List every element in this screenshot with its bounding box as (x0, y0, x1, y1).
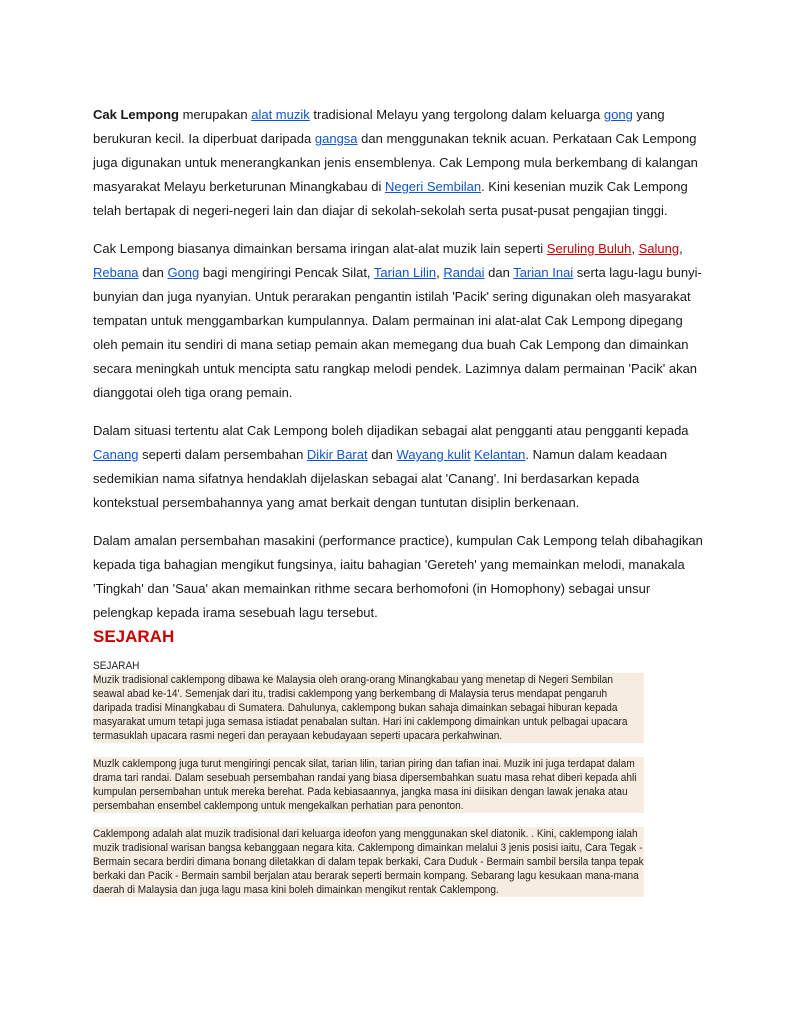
text: dan (484, 265, 514, 280)
text: , (679, 241, 683, 256)
text: dan (367, 447, 397, 462)
section-heading: SEJARAH (93, 627, 175, 646)
link-seruling-buluh[interactable]: Seruling Buluh (546, 241, 632, 256)
link-rebana[interactable]: Rebana (93, 265, 139, 280)
link-tarian-inai[interactable]: Tarian Inai (513, 265, 574, 280)
text: . Namun dalam keadaan sedemikian nama sifatnya hendaklah dijelaskan sebagai alat 'Canang'. Ini berdasarkan kepada kontekstual persembahannya yang amat berkait dengan tuntutan disiplin berkenaan. (93, 447, 668, 510)
history-paragraph-2: Muzlk caklempong juga turut mengiringi pencak silat, tarian lilin, tarian piring dan tafian inai. Muzik ini juga terdapat dalam drama tari randai. Dalam sesebuah persembahan randai yang biasa dipersembahkan suatu masa rehat diberi kepada ahli kumpulan persembahan untuk mereka berehat. Pada kebiasaannya, jangka masa ini diisikan dengan lawak jenaka atau persembahan ensembel caklempong untuk mengekalkan perhatian para penonton. (93, 757, 644, 813)
link-alat-muzik[interactable]: alat muzik (251, 107, 310, 122)
link-canang[interactable]: Canang (93, 447, 139, 462)
link-dikir-barat[interactable]: Dikir Barat (306, 447, 368, 462)
link-gong-2[interactable]: Gong (167, 265, 200, 280)
text: yang berukuran kecil. Ia diperbuat daripada (93, 107, 665, 146)
link-gong[interactable]: gong (603, 107, 633, 122)
link-randai[interactable]: Randai (443, 265, 485, 280)
link-gangsa[interactable]: gangsa (314, 131, 358, 146)
text: dan (138, 265, 168, 280)
text: Dalam amalan persembahan masakini (performance practice), kumpulan Cak Lempong telah dibahagikan kepada tiga bahagian mengikut fungsinya, iaitu bahagian 'Gereteh' yang memainkan melodi, manakala 'Tingkah' dan 'Saua' akan memainkan rithme secara berhomofoni (in Homophony) sebagai unsur pelengkap kepada irama sesebuah lagu tersebut. (93, 533, 703, 620)
link-tarian-lilin[interactable]: Tarian Lilin (373, 265, 437, 280)
text: , (436, 265, 444, 280)
text: tradisional Melayu yang tergolong dalam keluarga (309, 107, 604, 122)
paragraph-performance (93, 529, 703, 625)
text: merupakan (178, 107, 252, 122)
history-paragraph-3: Caklempong adalah alat muzik tradisional dari keluarga ideofon yang menggunakan skel diatonik. . Kini, caklempong ialah muzik tradisional warisan bangsa kebanggaan negara kita. Caklempong dimainkan melalui 3 jenis posisi iaitu, Cara Tegak - Bermain secara berdiri dimana bonang diletakkan di dalam tepak berkaki, Cara Duduk - Bermain sambil bersila tanpa tepak berkaki dan Pacik - Bermain sambil berjalan atau berarak seperti bermain kompang. Sebarang lagu kesukaan mana-mana daerah di Malaysia dan juga lagu masa kini boleh dimainkan mengikut rentak Caklempong. (93, 828, 644, 896)
text: . Kini kesenian muzik Cak Lempong telah bertapak di negeri-negeri lain dan diajar di sekolah-sekolah serta pusat-pusat pengajian tinggi. (93, 179, 688, 218)
article-title: Cak Lempong (93, 107, 179, 122)
text: , (631, 241, 639, 256)
paragraph-canang (93, 419, 703, 515)
section-subheading: SEJARAH (93, 660, 140, 672)
text: serta lagu-lagu bunyi-bunyian dan juga nyanyian. Untuk perarakan pengantin istilah 'Pacik' sering digunakan oleh masyarakat tempatan untuk menggambarkan kumpulannya. Dalam permainan ini alat-alat Cak Lempong dipegang oleh pemain itu sendiri di mana setiap pemain akan memegang dua buah Cak Lempong dan dimainkan secara meningkah untuk mencipta satu rangkap melodi pendek. Lazimnya dalam permainan 'Pacik' akan dianggotai oleh tiga orang pemain. (93, 265, 702, 400)
text: bagi mengiringi Pencak Silat, (199, 265, 374, 280)
text: seperti dalam persembahan (138, 447, 307, 462)
link-wayang-kulit[interactable]: Wayang kulit (396, 447, 471, 462)
link-salung[interactable]: Salung (638, 241, 680, 256)
text: dan menggunakan teknik acuan. Perkataan Cak Lempong juga digunakan untuk menerangkankan jenis ensemblenya. Cak Lempong mula berkembang di kalangan masyarakat Melayu berketurunan Minangkabau di (93, 131, 698, 194)
article-body (93, 103, 703, 639)
paragraph-intro (93, 103, 703, 223)
paragraph-instruments (93, 237, 703, 405)
link-negeri-sembilan[interactable]: Negeri Sembilan (384, 179, 482, 194)
link-kelantan[interactable]: Kelantan (474, 447, 526, 462)
text: Cak Lempong biasanya dimainkan bersama iringan alat-alat muzik lain seperti (93, 241, 547, 256)
history-paragraph-1: Muzik tradisional caklempong dibawa ke Malaysia oleh orang-orang Minangkabau yang menetap di Negeri Sembilan seawal abad ke-14'. Semenjak dari itu, tradisi caklempong yang berkembang di Malaysia terus mendapat pengaruh daripada tradisi Minangkabau di Sumatera. Dahulunya, caklempong bukan sahaja dimainkan sebagai hiburan kepada masyarakat umum tetapi juga semasa istiadat penabalan sultan. Hari ini caklempong dimainkan untuk pelbagai upacara termasuklah upacara rasmi negeri dan perayaan kebudayaan seperti upacara perkahwinan. (93, 673, 644, 743)
history-section (93, 659, 644, 911)
text: Dalam situasi tertentu alat Cak Lempong boleh dijadikan sebagai alat pengganti atau pengganti kepada (93, 423, 689, 438)
